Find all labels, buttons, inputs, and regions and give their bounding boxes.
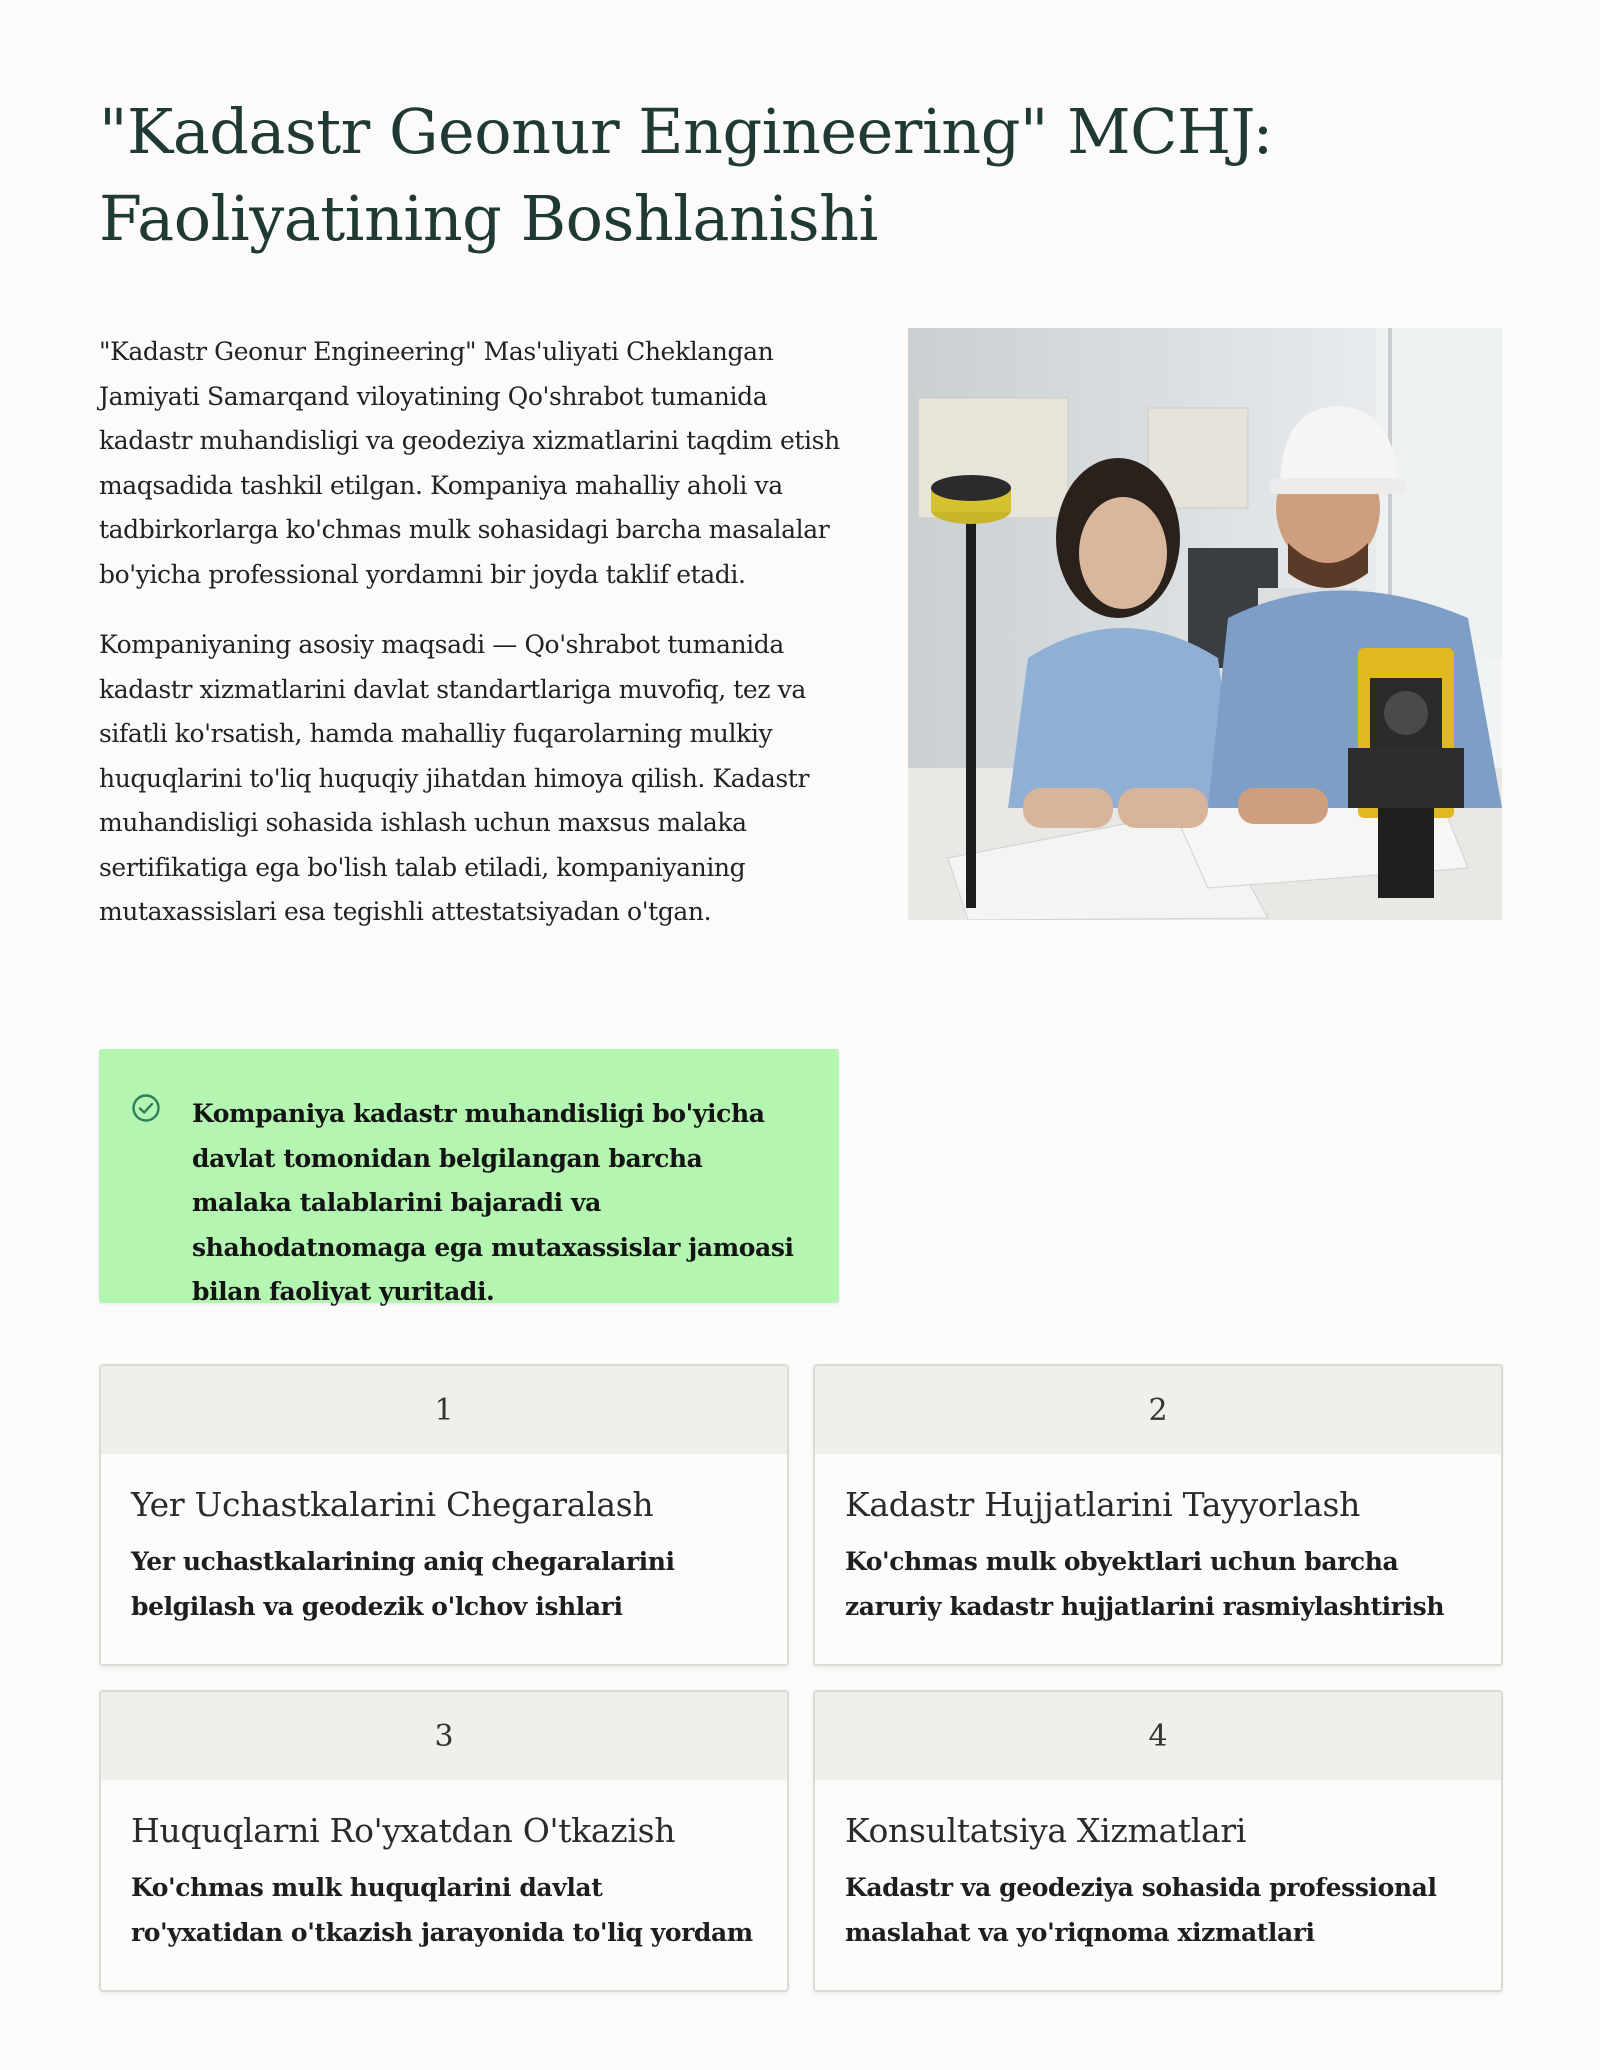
service-card-4 xyxy=(813,1690,1503,1992)
callout-text: Kompaniya kadastr muhandisligi bo'yicha davlat tomonidan belgilangan barcha malaka talablarini bajaradi va shahodatnomaga ega mutaxassislar jamoasi bilan faoliyat yuritadi. xyxy=(192,1099,794,1306)
card-description: Ko'chmas mulk huquqlarini davlat ro'yxatidan o'tkazish jarayonida to'liq yordam xyxy=(131,1873,753,1947)
card-number: 4 xyxy=(815,1692,1501,1780)
card-title: Konsultatsiya Xizmatlari xyxy=(845,1811,1247,1850)
card-description: Yer uchastkalarining aniq chegaralarini belgilash va geodezik o'lchov ishlari xyxy=(131,1547,675,1621)
qualification-callout xyxy=(99,1049,839,1306)
card-number: 1 xyxy=(101,1366,787,1454)
card-number: 2 xyxy=(815,1366,1501,1454)
service-card-2 xyxy=(813,1364,1503,1666)
check-circle-icon xyxy=(131,1093,161,1123)
card-number: 3 xyxy=(101,1692,787,1780)
service-card-3 xyxy=(99,1690,789,1992)
page-title: "Kadastr Geonur Engineering" MCHJ: Faoliyatining Boshlanishi xyxy=(99,95,1273,255)
card-title: Kadastr Hujjatlarini Tayyorlash xyxy=(845,1485,1361,1524)
card-description: Ko'chmas mulk obyektlari uchun barcha zaruriy kadastr hujjatlarini rasmiylashtirish xyxy=(845,1547,1445,1621)
card-title: Yer Uchastkalarini Chegaralash xyxy=(131,1485,654,1524)
card-title: Huquqlarni Ro'yxatdan O'tkazish xyxy=(131,1811,676,1850)
card-description: Kadastr va geodeziya sohasida professional maslahat va yo'riqnoma xizmatlari xyxy=(845,1873,1437,1947)
service-card-1 xyxy=(99,1364,789,1666)
intro-section xyxy=(99,330,845,961)
surveyors-photo xyxy=(908,328,1502,920)
intro-paragraph-2: Kompaniyaning asosiy maqsadi — Qo'shrabot tumanida kadastr xizmatlarini davlat standartlariga muvofiq, tez va sifatli ko'rsatish, hamda mahalliy fuqarolarning mulkiy huquqlarini to'liq huquqiy jihatdan himoya qilish. Kadastr muhandisligi sohasida ishlash uchun maxsus malaka sertifikatiga ega bo'lish talab etiladi, kompaniyaning mutaxassislari esa tegishli attestatsiyadan o'tgan. xyxy=(99,630,810,926)
intro-paragraph-1: "Kadastr Geonur Engineering" Mas'uliyati Cheklangan Jamiyati Samarqand viloyatining Qo'shrabot tumanida kadastr muhandisligi va geodeziya xizmatlarini taqdim etish maqsadida tashkil etilgan. Kompaniya mahalliy aholi va tadbirkorlarga ko'chmas mulk sohasidagi barcha masalalar bo'yicha professional yordamni bir joyda taklif etadi. xyxy=(99,337,840,589)
